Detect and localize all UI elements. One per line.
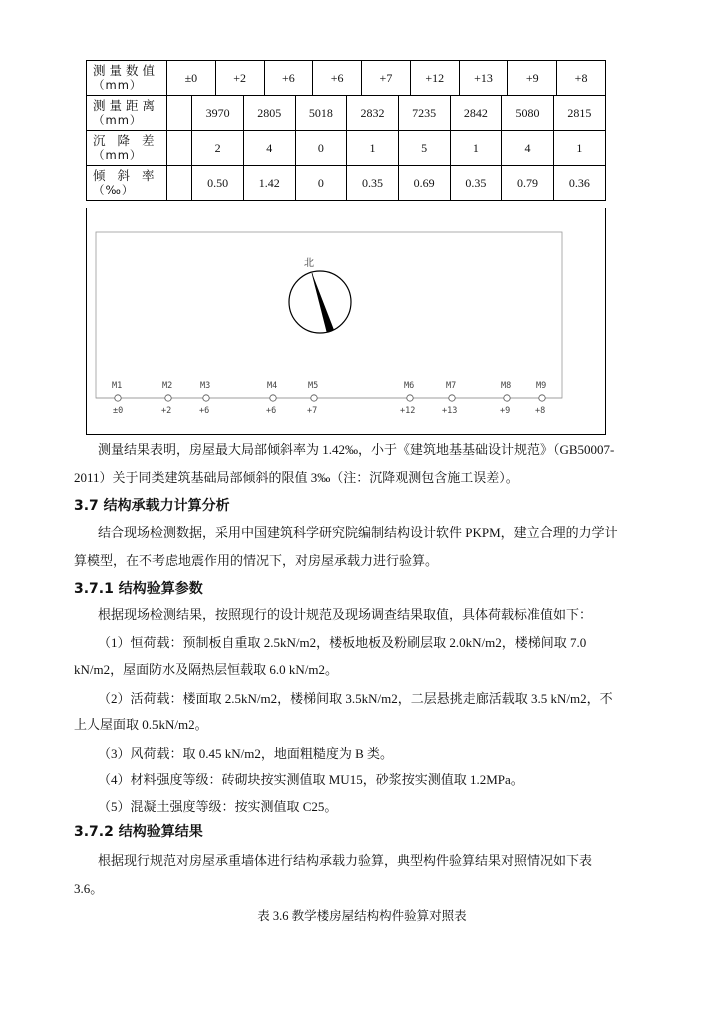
- load-item-material: （4）材料强度等级：砖砌块按实测值取 MU15，砂浆按实测值取 1.2MPa。: [98, 772, 524, 787]
- point-id: M1: [112, 381, 123, 391]
- point-m5: [307, 381, 318, 416]
- table-cell: 4: [502, 131, 554, 165]
- north-label: 北: [304, 258, 314, 269]
- row-label: 测量数值: [93, 63, 160, 78]
- load-item-dead-line2: kN/m2，屋面防水及隔热层恒载取 6.0 kN/m2。: [74, 662, 338, 677]
- table-cell: +12: [410, 61, 459, 96]
- settlement-point-diagram: [86, 208, 604, 434]
- paragraph-results-line1: 根据现行规范对房屋承重墙体进行结构承载力验算，典型构件验算结果对照情况如下表: [98, 853, 593, 868]
- point-m2: [161, 381, 172, 416]
- row-unit: （‰）: [93, 183, 135, 197]
- table-cell: +2: [215, 61, 264, 96]
- row-label: 倾 斜 率: [93, 168, 159, 183]
- table-cell: 1.42: [243, 166, 295, 200]
- point-marker-icon: [203, 395, 209, 401]
- table-cell: 0.35: [450, 166, 502, 200]
- table-cell: 1: [347, 131, 399, 165]
- point-value: +9: [500, 406, 511, 416]
- table-cell: 7235: [398, 96, 450, 130]
- point-m7: [442, 381, 457, 416]
- table-cell: 5080: [502, 96, 554, 130]
- row-unit: （mm）: [93, 113, 143, 127]
- point-id: M9: [536, 381, 547, 391]
- point-marker-icon: [270, 395, 276, 401]
- paragraph-conclusion-line2: 2011）关于同类建筑基础局部倾斜的限值 3‰（注：沉降观测包含施工误差）。: [74, 470, 519, 485]
- table-cell: +13: [459, 61, 508, 96]
- building-outline: [96, 232, 562, 398]
- point-m3: [199, 381, 210, 416]
- table-cell: ±0: [167, 61, 216, 96]
- row-label: 测量距离: [93, 98, 160, 113]
- paragraph-pkpm-line2: 算模型，在不考虑地震作用的情况下，对房屋承载力进行验算。: [74, 553, 439, 568]
- load-item-live-line2: 上人屋面取 0.5kN/m2。: [74, 717, 208, 732]
- row-unit: （mm）: [93, 148, 143, 162]
- half-spacer: [167, 166, 192, 200]
- section-heading-3-7-1: 3.7.1 结构验算参数: [74, 581, 203, 597]
- table-cell: +6: [313, 61, 362, 96]
- table-cell: 0.50: [192, 166, 244, 200]
- paragraph-results-line2: 3.6。: [74, 881, 104, 896]
- row-header: [87, 96, 167, 131]
- point-value: +12: [400, 406, 416, 416]
- table-cell: 2832: [347, 96, 399, 130]
- table-cell: 2: [192, 131, 244, 165]
- table-cell: 5018: [295, 96, 347, 130]
- point-id: M4: [267, 381, 278, 391]
- table-cell: 0.35: [347, 166, 399, 200]
- point-id: M2: [162, 381, 173, 391]
- offset-cell-group: [167, 96, 606, 131]
- point-id: M6: [404, 381, 415, 391]
- table-cell: +8: [557, 61, 606, 96]
- point-value: +6: [199, 406, 210, 416]
- half-spacer: [167, 131, 192, 165]
- half-spacer: [167, 96, 192, 130]
- load-item-wind: （3）风荷载：取 0.45 kN/m2，地面粗糙度为 B 类。: [98, 746, 394, 761]
- table-cell: 1: [450, 131, 502, 165]
- table-cell: 5: [398, 131, 450, 165]
- table-cell: 1: [576, 140, 583, 155]
- point-m6: [400, 381, 415, 416]
- offset-cell-group: [167, 131, 606, 166]
- settlement-table: [86, 60, 606, 201]
- table-cell: 0.69: [398, 166, 450, 200]
- point-value: +2: [161, 406, 172, 416]
- row-header: [87, 131, 167, 166]
- table-cell: 3970: [192, 96, 244, 130]
- paragraph-pkpm-line1: 结合现场检测数据，采用中国建筑科学研究院编制结构设计软件 PKPM，建立合理的力学计: [98, 525, 618, 540]
- point-m9: [535, 381, 546, 416]
- point-m4: [266, 381, 277, 416]
- paragraph-load-intro: 根据现场检测结果，按照现行的设计规范及现场调查结果取值，具体荷载标准值如下：: [98, 607, 593, 622]
- table-cell: 2842: [450, 96, 502, 130]
- point-value: +6: [266, 406, 277, 416]
- table-cell: 0: [295, 131, 347, 165]
- point-marker-icon: [115, 395, 121, 401]
- table-cell: +9: [508, 61, 557, 96]
- section-heading-3-7: 3.7 结构承载力计算分析: [74, 498, 230, 514]
- point-value: +8: [535, 406, 546, 416]
- table-row-measured-value: [87, 61, 606, 96]
- point-marker-icon: [165, 395, 171, 401]
- load-item-dead-line1: （1）恒荷载：预制板自重取 2.5kN/m2，楼板地板及粉刷层取 2.0kN/m2，楼梯间取 7.0: [98, 635, 587, 650]
- table-row-distance: [87, 96, 606, 131]
- row-header: [87, 61, 167, 96]
- row-header: [87, 166, 167, 201]
- table-caption: 表 3.6 教学楼房屋结构构件验算对照表: [257, 909, 467, 923]
- paragraph-conclusion-line1: 测量结果表明，房屋最大局部倾斜率为 1.42‰，小于《建筑地基基础设计规范》（GB50007-: [98, 442, 615, 457]
- point-id: M7: [446, 381, 457, 391]
- table-cell: 2815: [567, 105, 592, 120]
- point-id: M5: [308, 381, 319, 391]
- offset-cell-group: [167, 166, 606, 201]
- table-row-settlement-diff: [87, 131, 606, 166]
- point-value: +13: [442, 406, 458, 416]
- load-item-live-line1: （2）活荷载：楼面取 2.5kN/m2，楼梯间取 3.5kN/m2，二层悬挑走廊活载取 3.5 kN/m2，不: [98, 691, 613, 706]
- load-item-concrete: （5）混凝土强度等级：按实测值取 C25。: [98, 799, 338, 814]
- row-unit: （mm）: [93, 78, 143, 92]
- point-marker-icon: [407, 395, 413, 401]
- table-cell: +6: [264, 61, 313, 96]
- table-cell: 2805: [243, 96, 295, 130]
- table-cell: +7: [362, 61, 411, 96]
- table-cell: 0.36: [568, 175, 590, 190]
- table-row-tilt-rate: [87, 166, 606, 201]
- section-heading-3-7-2: 3.7.2 结构验算结果: [74, 824, 203, 840]
- point-m1: [112, 381, 123, 416]
- point-value: +7: [307, 406, 318, 416]
- point-value: ±0: [113, 406, 124, 416]
- table-cell: 0.79: [502, 166, 554, 200]
- north-compass-icon: [289, 271, 351, 333]
- table-cell: 4: [243, 131, 295, 165]
- row-label: 沉 降 差: [93, 133, 159, 148]
- point-id: M8: [501, 381, 512, 391]
- point-marker-icon: [504, 395, 510, 401]
- point-marker-icon: [449, 395, 455, 401]
- table-cell: 0: [295, 166, 347, 200]
- point-m8: [500, 381, 511, 416]
- point-marker-icon: [311, 395, 317, 401]
- point-id: M3: [200, 381, 211, 391]
- point-marker-icon: [539, 395, 545, 401]
